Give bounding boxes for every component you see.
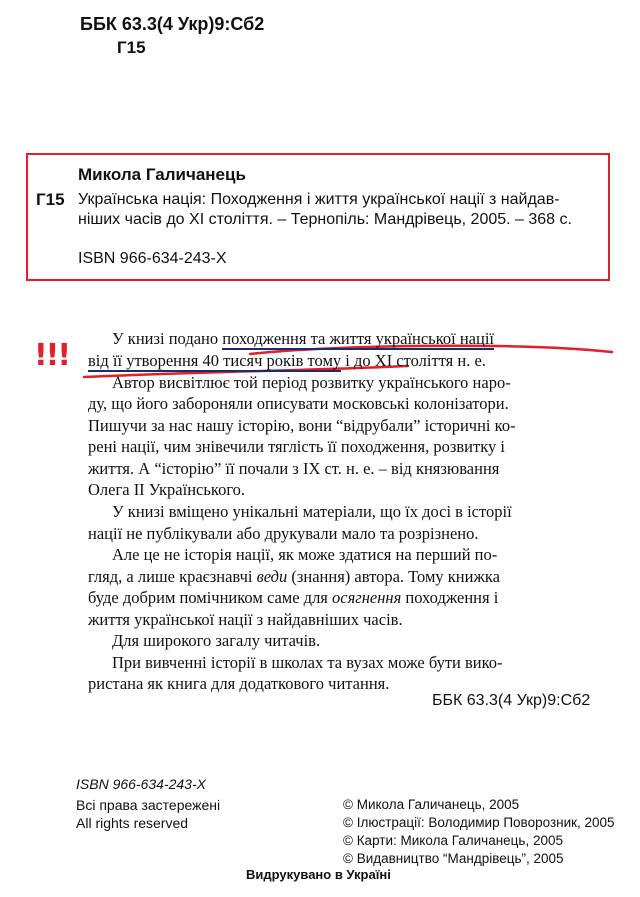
catalog-card [26,153,610,281]
abstract-line: Пишучи за нас нашу історію, вони “відрубали” історичні ко- [88,416,516,435]
underlined-phrase: походження та життя української нації [222,329,494,348]
exclamation-mark-annotation: !!! [34,338,70,373]
rights-reserved-ua: Всі права застережені [76,797,221,813]
abstract-line: У книзі подано походження та життя української нації [112,329,494,348]
author-index-top: Г15 [117,38,146,57]
bbk-code-top: ББК 63.3(4 Укр)9:Сб2 [80,14,265,34]
copyright-line: © Микола Галичанець, 2005 [343,797,520,812]
italic-term: веди [256,567,288,586]
card-description-line-1: Українська нація: Походження і життя української нації з найдав- [78,191,560,208]
abstract-line: Автор висвітлює той період розвитку українського наро- [112,373,511,392]
copyright-line: © Видавництво “Мандрівець”, 2005 [343,851,564,866]
abstract-line: Для широкого загалу читачів. [112,631,321,650]
abstract-line: При вивченні історії в школах та вузах може бути вико- [112,653,503,672]
abstract-line: рені нації, чим знівечили тяглість її походження, розвитку і [88,437,505,456]
printed-in: Видрукувано в Україні [246,867,391,882]
abstract-line: буде добрим помічником саме для осягнення походження і [88,588,499,607]
copyright-line: © Карти: Микола Галичанець, 2005 [343,833,563,848]
abstract-line: життя української нації з найдавніших часів. [88,610,403,629]
abstract-line: від її утворення 40 тисяч років тому і до XI століття н. е. [88,351,486,370]
bbk-code-bottom: ББК 63.3(4 Укр)9:Сб2 [432,692,591,709]
footer-isbn: ISBN 966-634-243-X [76,776,206,792]
abstract-line: нації не публікували або друкували мало та розрізнено. [88,524,479,543]
card-isbn: ISBN 966-634-243-X [78,250,227,267]
abstract-line: У книзі вміщено унікальні матеріали, що їх досі в історії [112,502,512,521]
abstract-line: Олега II Українського. [88,480,246,499]
abstract-line: гляд, а лише краєзнавчі веди (знання) автора. Тому книжка [88,567,500,586]
card-index: Г15 [36,190,65,209]
card-description-line-2: ніших часів до XI століття. – Тернопіль: Мандрівець, 2005. – 368 с. [78,211,572,228]
card-author: Микола Галичанець [78,165,246,184]
abstract-line: ду, що його забороняли описувати московські колонізатори. [88,394,509,413]
italic-term: осягнення [332,588,402,607]
abstract-line: ристана як книга для додаткового читання. [88,674,390,693]
copyright-line: © Ілюстрації: Володимир Поворозник, 2005 [343,815,615,830]
underlined-phrase: від її утворення 40 тисяч років тому [88,351,342,370]
rights-reserved-en: All rights reserved [76,815,189,831]
abstract-line: життя. А “історію” її почали з IX ст. н. е. – від князювання [88,459,500,478]
abstract-line: Але це не історія нації, як може здатися на перший по- [112,545,498,564]
